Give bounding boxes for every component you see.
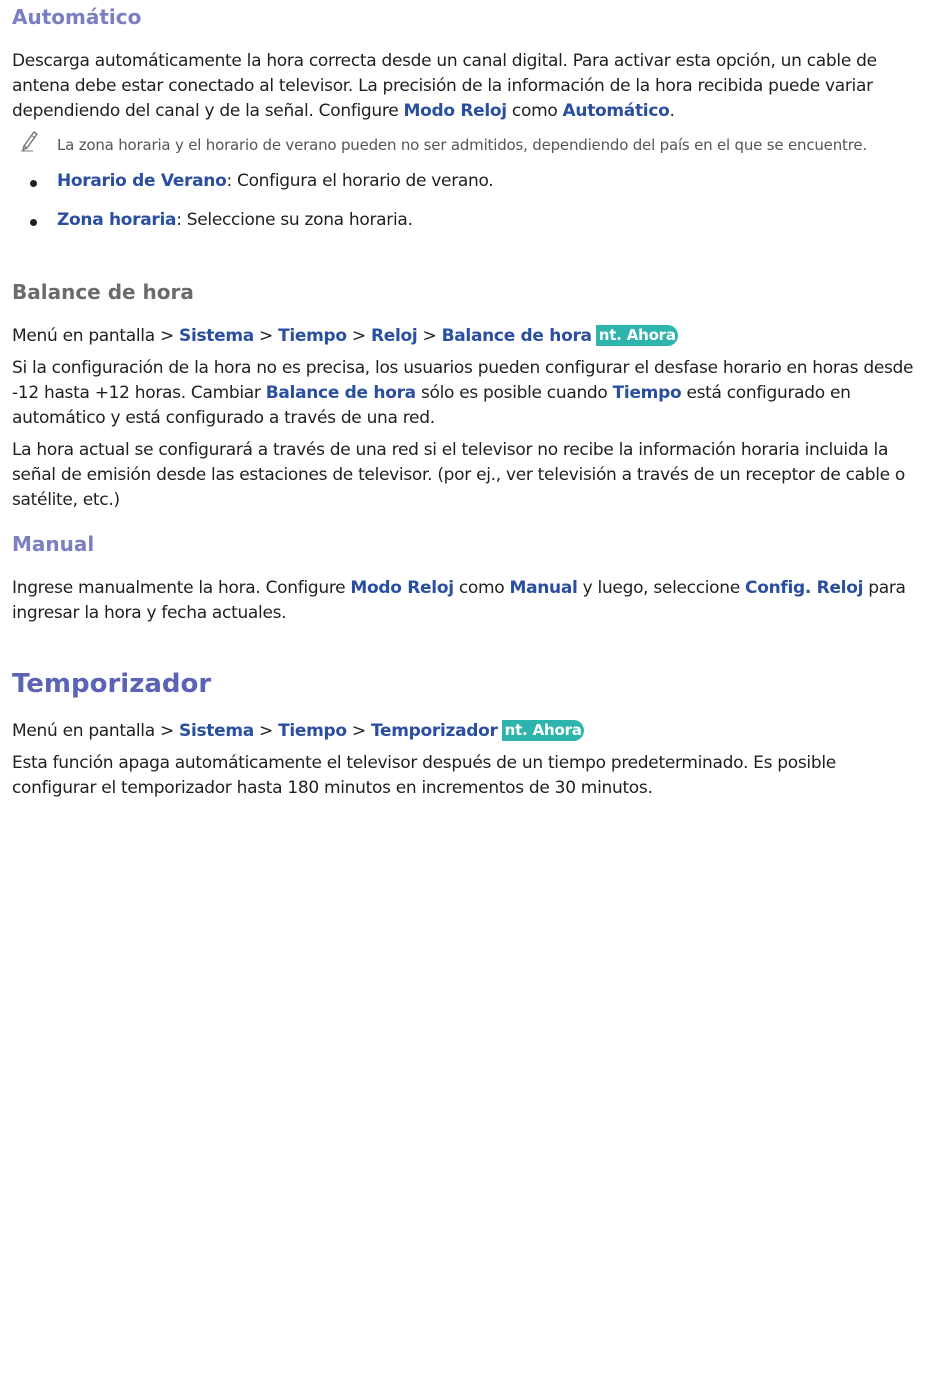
bullet-icon [30,219,37,226]
keyword-modo-reloj: Modo Reloj [350,578,454,598]
crumb-temporizador: Temporizador [370,721,498,741]
heading-balance-de-hora: Balance de hora [12,280,194,304]
heading-temporizador: Temporizador [12,669,212,699]
balance-paragraph-1: Si la configuración de la hora no es precisa, los usuarios pueden configurar el desfase horario en horas desde -12 hasta +12 horas. Cambiar Balance de hora sólo es posible cuando Tiempo está configurado en automático y está configurado a través de una red. [12,358,914,428]
breadcrumb-temporizador: Menú en pantalla > Sistema > Tiempo > Temporizador nt. Ahora [12,721,582,741]
crumb-sistema: Sistema [179,326,254,346]
temporizador-paragraph: Esta función apaga automáticamente el televisor después de un tiempo predeterminado. Es posible configurar el temporizador hasta 180 minutos en incrementos de 30 minutos. [12,753,836,798]
crumb-sistema: Sistema [179,721,254,741]
crumb-reloj: Reloj [370,326,418,346]
crumb-tiempo: Tiempo [278,721,347,741]
pencil-note-icon [20,129,40,153]
list-item-horario-verano: Horario de Verano: Configura el horario de verano. [12,169,493,194]
bullet-icon [30,180,37,187]
heading-manual: Manual [12,532,95,556]
keyword-automatico: Automático [562,101,670,121]
keyword-horario-verano: Horario de Verano [57,171,227,191]
try-now-badge[interactable]: nt. Ahora [596,325,678,346]
try-now-badge[interactable]: nt. Ahora [502,720,584,741]
heading-automatico: Automático [12,5,142,29]
note-paragraph: La zona horaria y el horario de verano pueden no ser admitidos, dependiendo del país en el que se encuentre. [12,135,918,155]
keyword-manual: Manual [509,578,578,598]
keyword-config-reloj: Config. Reloj [745,578,864,598]
crumb-balance-de-hora: Balance de hora [441,326,592,346]
crumb-tiempo: Tiempo [278,326,347,346]
keyword-modo-reloj: Modo Reloj [403,101,507,121]
automatico-paragraph: Descarga automáticamente la hora correcta desde un canal digital. Para activar esta opción, un cable de antena debe estar conectado al televisor. La precisión de la información de la hora recibida puede variar dependiendo del canal y de la señal. Configure Modo Reloj como Automático. [12,51,877,121]
keyword-tiempo: Tiempo [612,383,682,403]
manual-paragraph: Ingrese manualmente la hora. Configure Modo Reloj como Manual y luego, seleccione Config. Reloj para ingresar la hora y fecha actuales. [12,578,906,623]
keyword-zona-horaria: Zona horaria [57,210,177,230]
balance-paragraph-2: La hora actual se configurará a través de una red si el televisor no recibe la información horaria incluida la señal de emisión desde las estaciones de televisor. (por ej., ver televisión a través de un receptor de cable o satélite, etc.) [12,440,906,510]
breadcrumb-balance: Menú en pantalla > Sistema > Tiempo > Reloj > Balance de hora nt. Ahora [12,326,676,346]
list-item-zona-horaria: Zona horaria: Seleccione su zona horaria. [12,208,413,233]
keyword-balance-de-hora: Balance de hora [265,383,416,403]
